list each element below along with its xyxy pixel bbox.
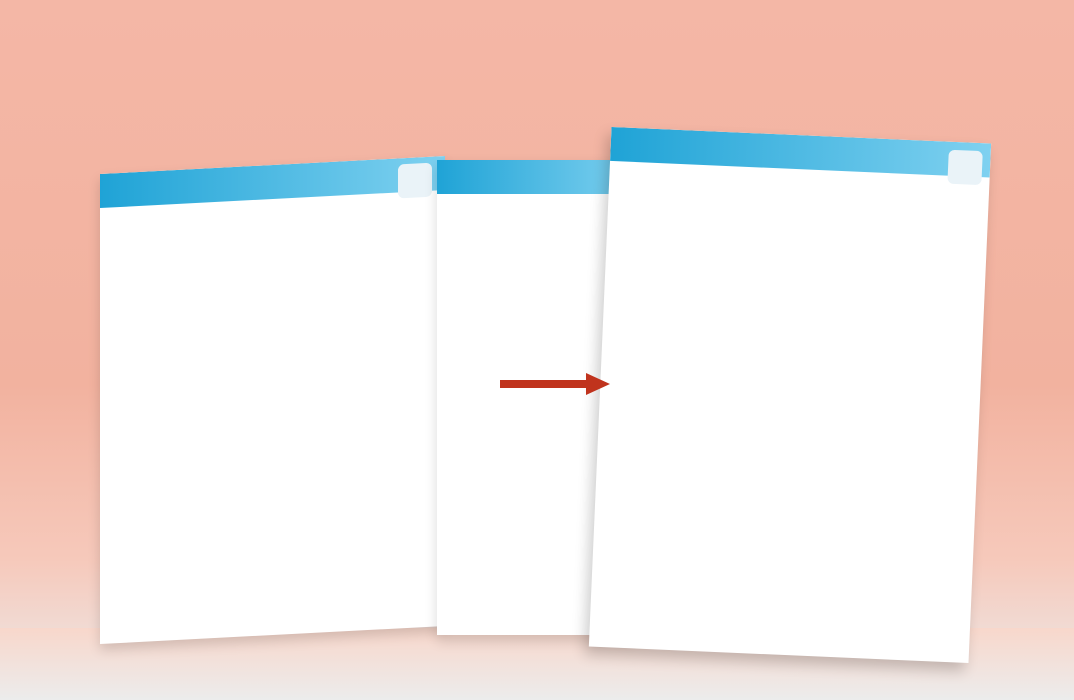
exercise-header [126,492,136,504]
book-logo-icon [398,163,432,199]
book-left-page [100,156,445,644]
page-header-band [100,156,445,208]
book-logo-icon [947,150,982,185]
exercise-header [457,362,467,373]
exercise-header [638,198,648,209]
page-header-band [610,127,991,178]
page-header-band [437,160,637,194]
red-arrow-icon [500,373,610,395]
exercise-tag [126,500,136,501]
book-right-page [589,127,991,663]
